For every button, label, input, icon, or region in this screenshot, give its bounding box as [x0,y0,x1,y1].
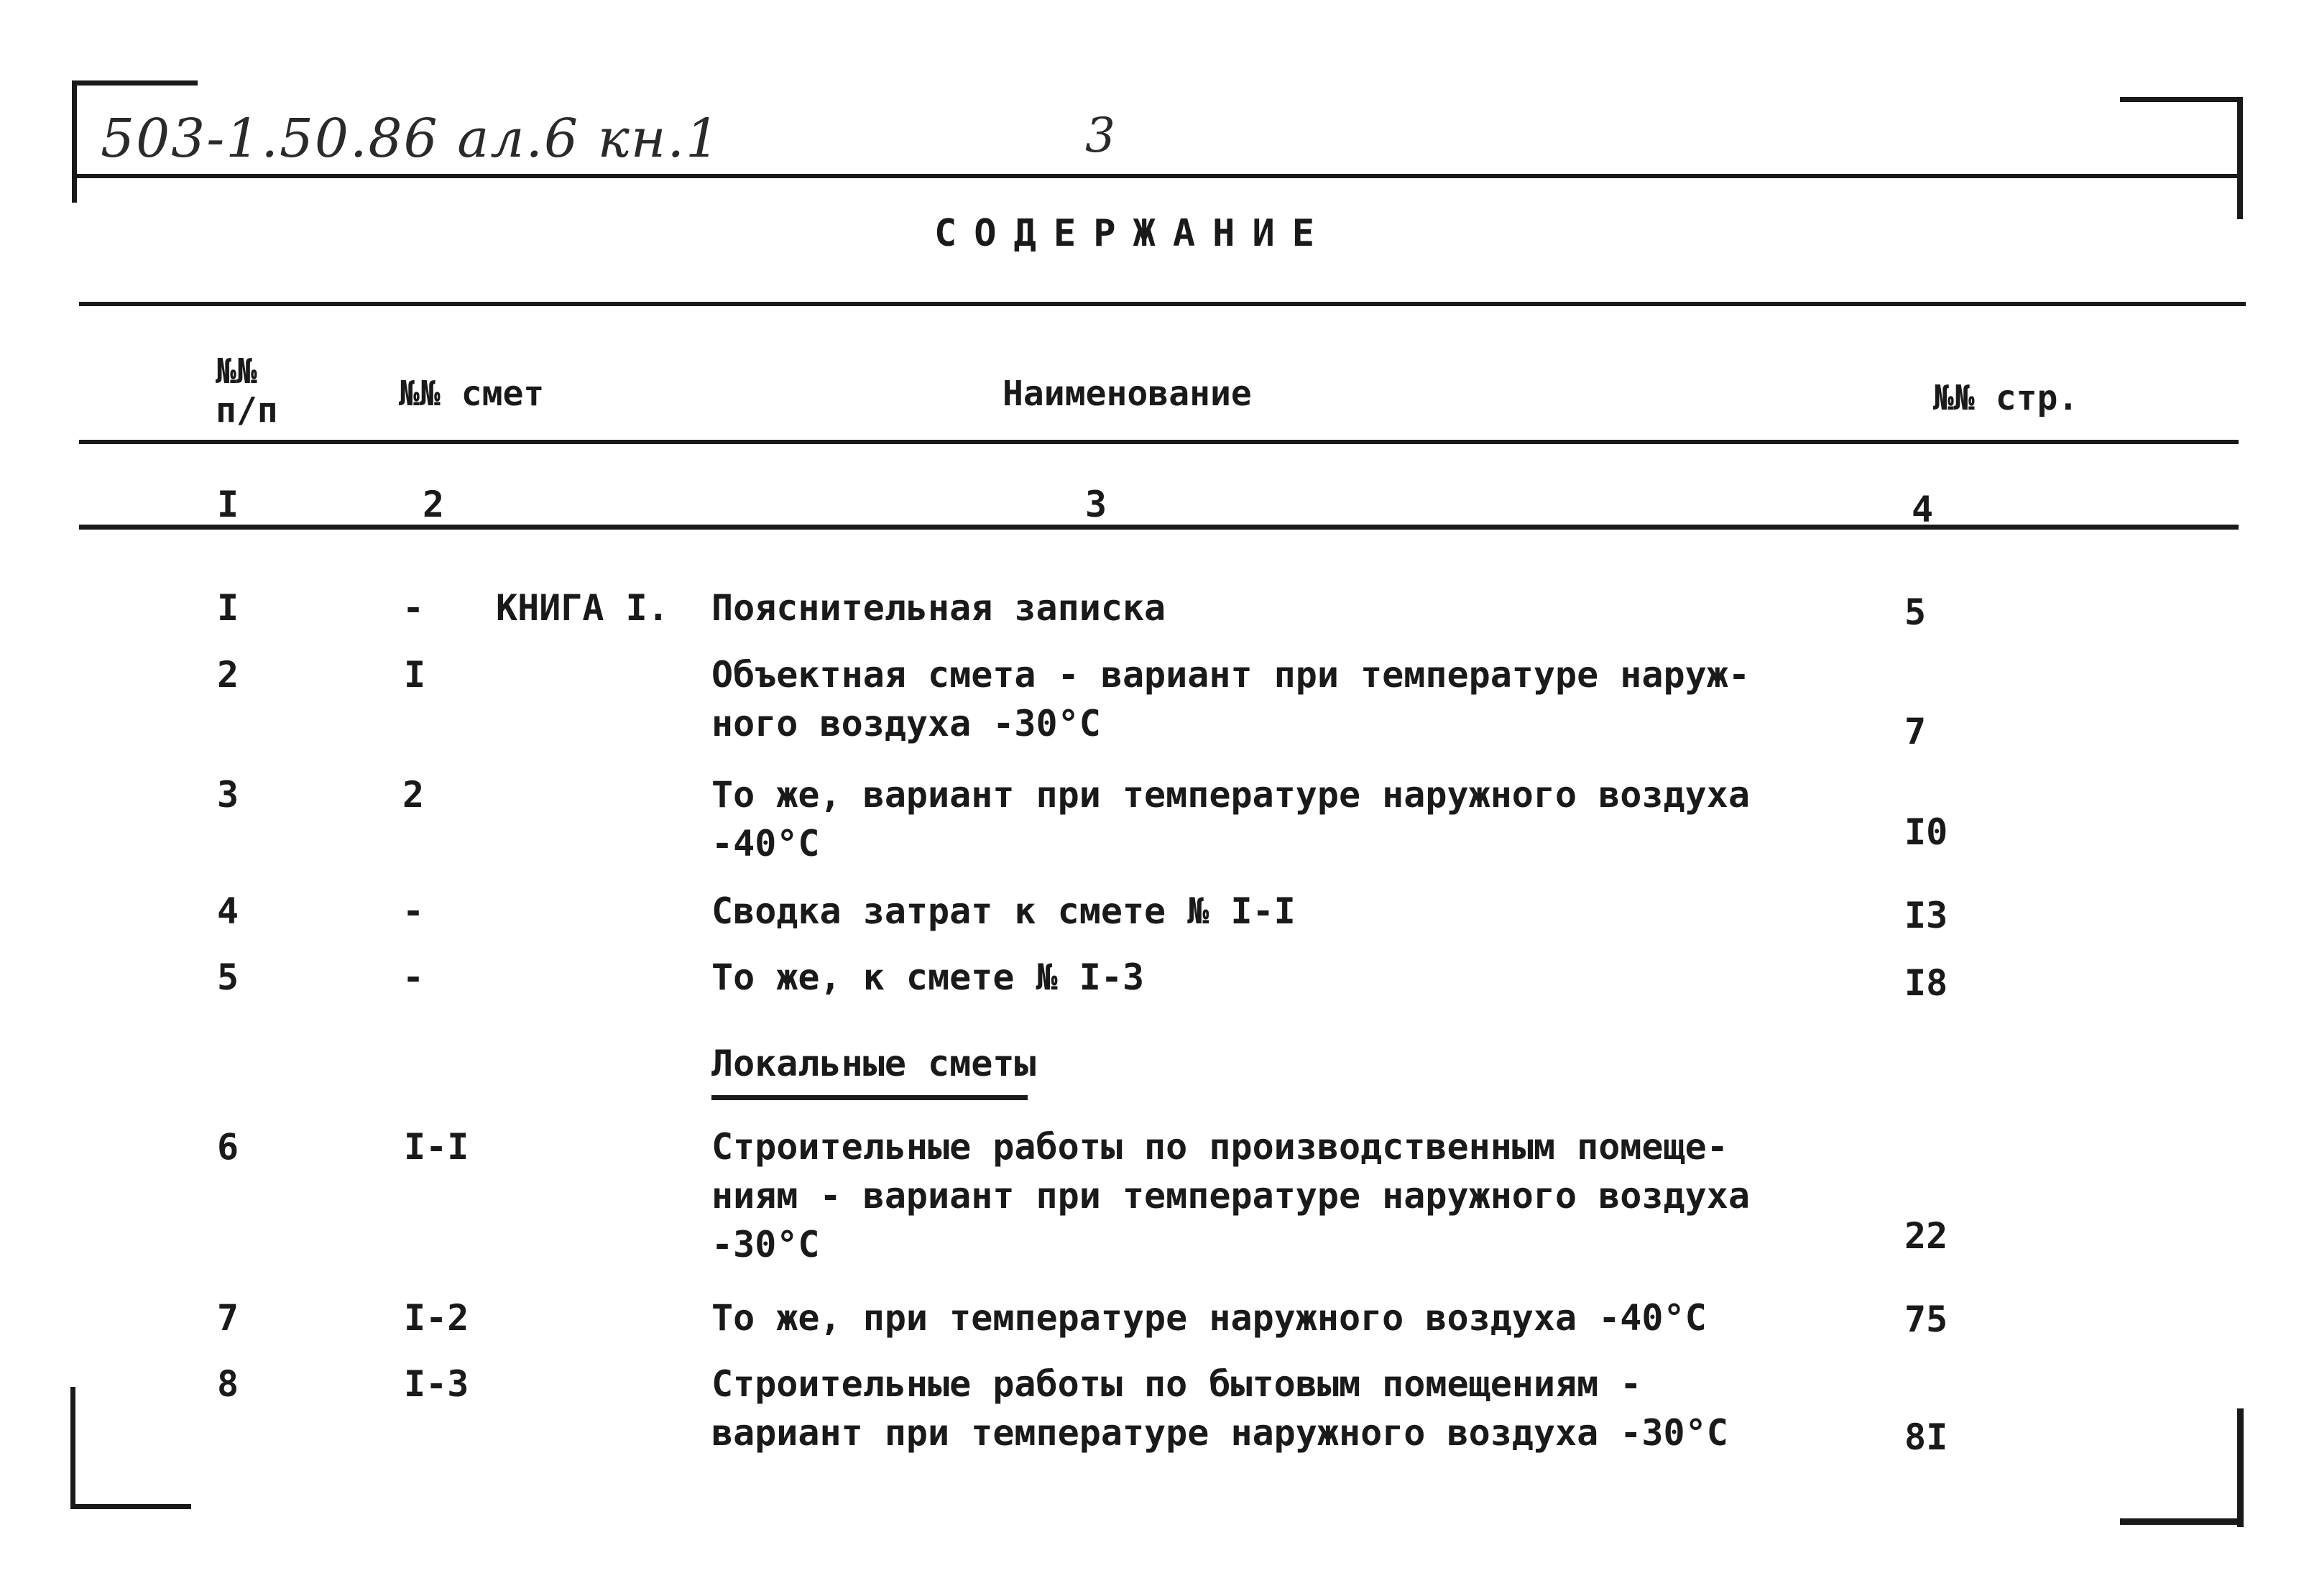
header-page-number: №№ стр. [1933,378,2079,418]
frame-top-right-h [2120,97,2242,102]
row-2-page: 7 [1904,711,1927,752]
row-1-page: 5 [1904,591,1927,633]
section-local-estimates: Локальные сметы [711,1043,1036,1084]
row-4-estimate: - [402,890,425,932]
header-name: Наименование [1003,374,1252,414]
frame-top-left-h [72,80,198,86]
row-5-number: 5 [217,956,239,998]
column-number-2: 2 [423,484,445,525]
row-7-number: 7 [217,1297,239,1339]
row-8-number: 8 [217,1363,239,1405]
row-3-page: I0 [1904,811,1948,853]
frame-bottom-left-v [70,1387,75,1509]
page-number: 3 [1085,108,1115,163]
row-1-estimate: - [402,587,425,629]
row-4-name: Сводка затрат к смете № I-I [711,890,1296,932]
row-4-number: 4 [217,890,239,932]
frame-top-right-v [2237,97,2243,219]
row-3-number: 3 [217,774,239,816]
row-5-page: I8 [1904,962,1948,1004]
row-2-estimate: I [404,654,426,696]
frame-top-left-v [72,80,77,203]
header-row-number: №№ п/п [216,351,278,430]
row-1-number: I [217,587,239,629]
column-number-4: 4 [1912,489,1934,530]
row-3-name: То же, вариант при температуре наружного воздуха -40°С [711,774,1750,864]
column-number-1: I [217,484,239,525]
page-title: СОДЕРЖАНИЕ [934,212,1332,255]
frame-top-line [72,174,2242,178]
column-number-3: 3 [1085,484,1107,525]
header-estimate-number: №№ смет [399,374,545,414]
row-6-estimate: I-I [404,1126,469,1168]
document-code: 503-1.50.86 ал.6 кн.1 [101,108,722,170]
frame-bottom-right-h [2120,1518,2244,1525]
row-8-estimate: I-3 [404,1363,469,1405]
row-3-estimate: 2 [402,774,425,816]
section-underline [711,1095,1028,1100]
table-top-rule [79,302,2246,306]
row-6-number: 6 [217,1126,239,1168]
row-8-page: 8I [1904,1416,1948,1458]
frame-bottom-left-h [70,1504,191,1509]
row-8-name: Строительные работы по бытовым помещениям - вариант при температуре наружного воздуха -30°С [711,1363,1728,1454]
header-bottom-rule [79,440,2239,444]
row-4-page: I3 [1904,895,1948,936]
row-6-page: 22 [1904,1215,1948,1257]
row-6-name: Строительные работы по производственным помеще- ниям - вариант при температуре наружного воздуха -30°С [711,1126,1750,1265]
row-2-number: 2 [217,654,239,696]
row-5-estimate: - [402,956,425,998]
row-1-name: Пояснительная записка [711,587,1166,629]
row-7-estimate: I-2 [404,1297,469,1339]
row-7-page: 75 [1904,1299,1948,1340]
frame-bottom-right-v [2237,1408,2244,1527]
row-1-book-label: КНИГА I. [496,587,669,629]
row-7-name: То же, при температуре наружного воздуха -40°С [711,1297,1707,1339]
row-5-name: То же, к смете № I-3 [711,956,1145,998]
row-2-name: Объектная смета - вариант при температуре наруж- ного воздуха -30°С [711,654,1750,744]
